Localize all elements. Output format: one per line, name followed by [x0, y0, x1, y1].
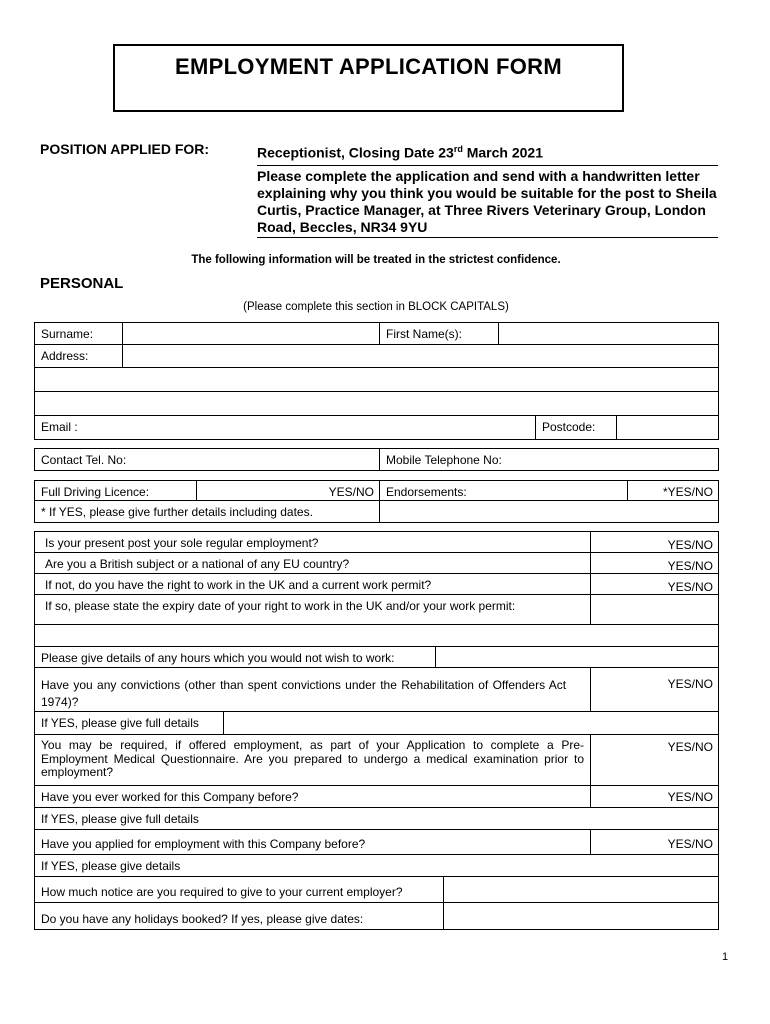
- address-field-line-3[interactable]: [34, 391, 719, 416]
- mobile-tel-field[interactable]: Mobile Telephone No:: [379, 448, 719, 471]
- address-label: Address:: [34, 344, 123, 368]
- address-field-line-2[interactable]: [34, 367, 719, 392]
- driving-licence-yesno[interactable]: YES/NO: [196, 480, 380, 501]
- endorsements-details-field[interactable]: [379, 500, 719, 523]
- endorsements-note: * If YES, please give further details including dates.: [34, 500, 380, 523]
- position-block: [257, 141, 718, 238]
- answer-sole-employment[interactable]: YES/NO: [590, 531, 719, 553]
- convictions-details-field[interactable]: [223, 711, 719, 735]
- answer-right-to-work[interactable]: YES/NO: [590, 573, 719, 595]
- notice-field[interactable]: [443, 876, 719, 903]
- question-hours-not-work: Please give details of any hours which you would not wish to work:: [34, 646, 436, 668]
- question-medical: You may be required, if offered employment, as part of your Application to complete a Pre-Employment Medical Questionnaire. Are you prepared to undergo a medical examination prior to employment?: [34, 734, 591, 786]
- answer-medical[interactable]: YES/NO: [590, 734, 719, 786]
- page-number: 1: [722, 951, 729, 963]
- question-right-to-work: If not, do you have the right to work in the UK and a current work permit?: [34, 573, 591, 595]
- surname-label: Surname:: [34, 322, 123, 345]
- block-capitals-note: (Please complete this section in BLOCK CAPITALS): [243, 301, 509, 313]
- position-instructions: Please complete the application and send with a handwritten letter explaining why you think you would be suitable for the post to Sheila Curtis, Practice Manager, at Three Rivers Veterinary Group, London Road, Beccles, NR34 9YU: [257, 166, 718, 238]
- first-names-label: First Name(s):: [379, 322, 499, 345]
- email-label[interactable]: Email :: [34, 415, 536, 440]
- postcode-field[interactable]: [616, 415, 719, 440]
- position-value: [257, 141, 718, 166]
- answer-convictions[interactable]: YES/NO: [590, 667, 719, 712]
- position-value-suffix: March 2021: [462, 144, 543, 161]
- first-names-field[interactable]: [498, 322, 719, 345]
- confidentiality-note: The following information will be treated in the strictest confidence.: [191, 254, 561, 266]
- convictions-details-label: If YES, please give full details: [34, 711, 224, 735]
- question-sole-employment: Is your present post your sole regular employment?: [34, 531, 591, 553]
- position-label: POSITION APPLIED FOR:: [40, 141, 210, 157]
- section-heading-personal: PERSONAL: [40, 275, 124, 292]
- answer-applied-before[interactable]: YES/NO: [590, 829, 719, 855]
- question-notice: How much notice are you required to give to your current employer?: [34, 876, 444, 903]
- applied-before-details[interactable]: If YES, please give details: [34, 854, 719, 877]
- driving-licence-label: Full Driving Licence:: [34, 480, 197, 501]
- endorsements-yesno[interactable]: *YES/NO: [627, 480, 719, 501]
- answer-permit-expiry-field[interactable]: [590, 594, 719, 625]
- postcode-label: Postcode:: [535, 415, 617, 440]
- answer-worked-before[interactable]: YES/NO: [590, 785, 719, 808]
- position-value-sup: rd: [453, 144, 463, 154]
- surname-field[interactable]: [122, 322, 380, 345]
- address-field-line-1[interactable]: [122, 344, 719, 368]
- form-title: EMPLOYMENT APPLICATION FORM: [175, 54, 562, 79]
- holidays-field[interactable]: [443, 902, 719, 930]
- endorsements-label: Endorsements:: [379, 480, 628, 501]
- worked-before-details[interactable]: If YES, please give full details: [34, 807, 719, 830]
- question-british-subject: Are you a British subject or a national of any EU country?: [34, 552, 591, 574]
- contact-tel-field[interactable]: Contact Tel. No:: [34, 448, 380, 471]
- permit-expiry-field[interactable]: [34, 624, 719, 647]
- hours-not-work-field[interactable]: [435, 646, 719, 668]
- question-permit-expiry: If so, please state the expiry date of your right to work in the UK and/or your work permit:: [34, 594, 591, 625]
- answer-british-subject[interactable]: YES/NO: [590, 552, 719, 574]
- question-applied-before: Have you applied for employment with this Company before?: [34, 829, 591, 855]
- question-worked-before: Have you ever worked for this Company before?: [34, 785, 591, 808]
- question-convictions: Have you any convictions (other than spent convictions under the Rehabilitation of Offenders Act 1974)?: [34, 667, 591, 712]
- question-holidays: Do you have any holidays booked? If yes, please give dates:: [34, 902, 444, 930]
- position-value-prefix: Receptionist, Closing Date 23: [257, 144, 454, 161]
